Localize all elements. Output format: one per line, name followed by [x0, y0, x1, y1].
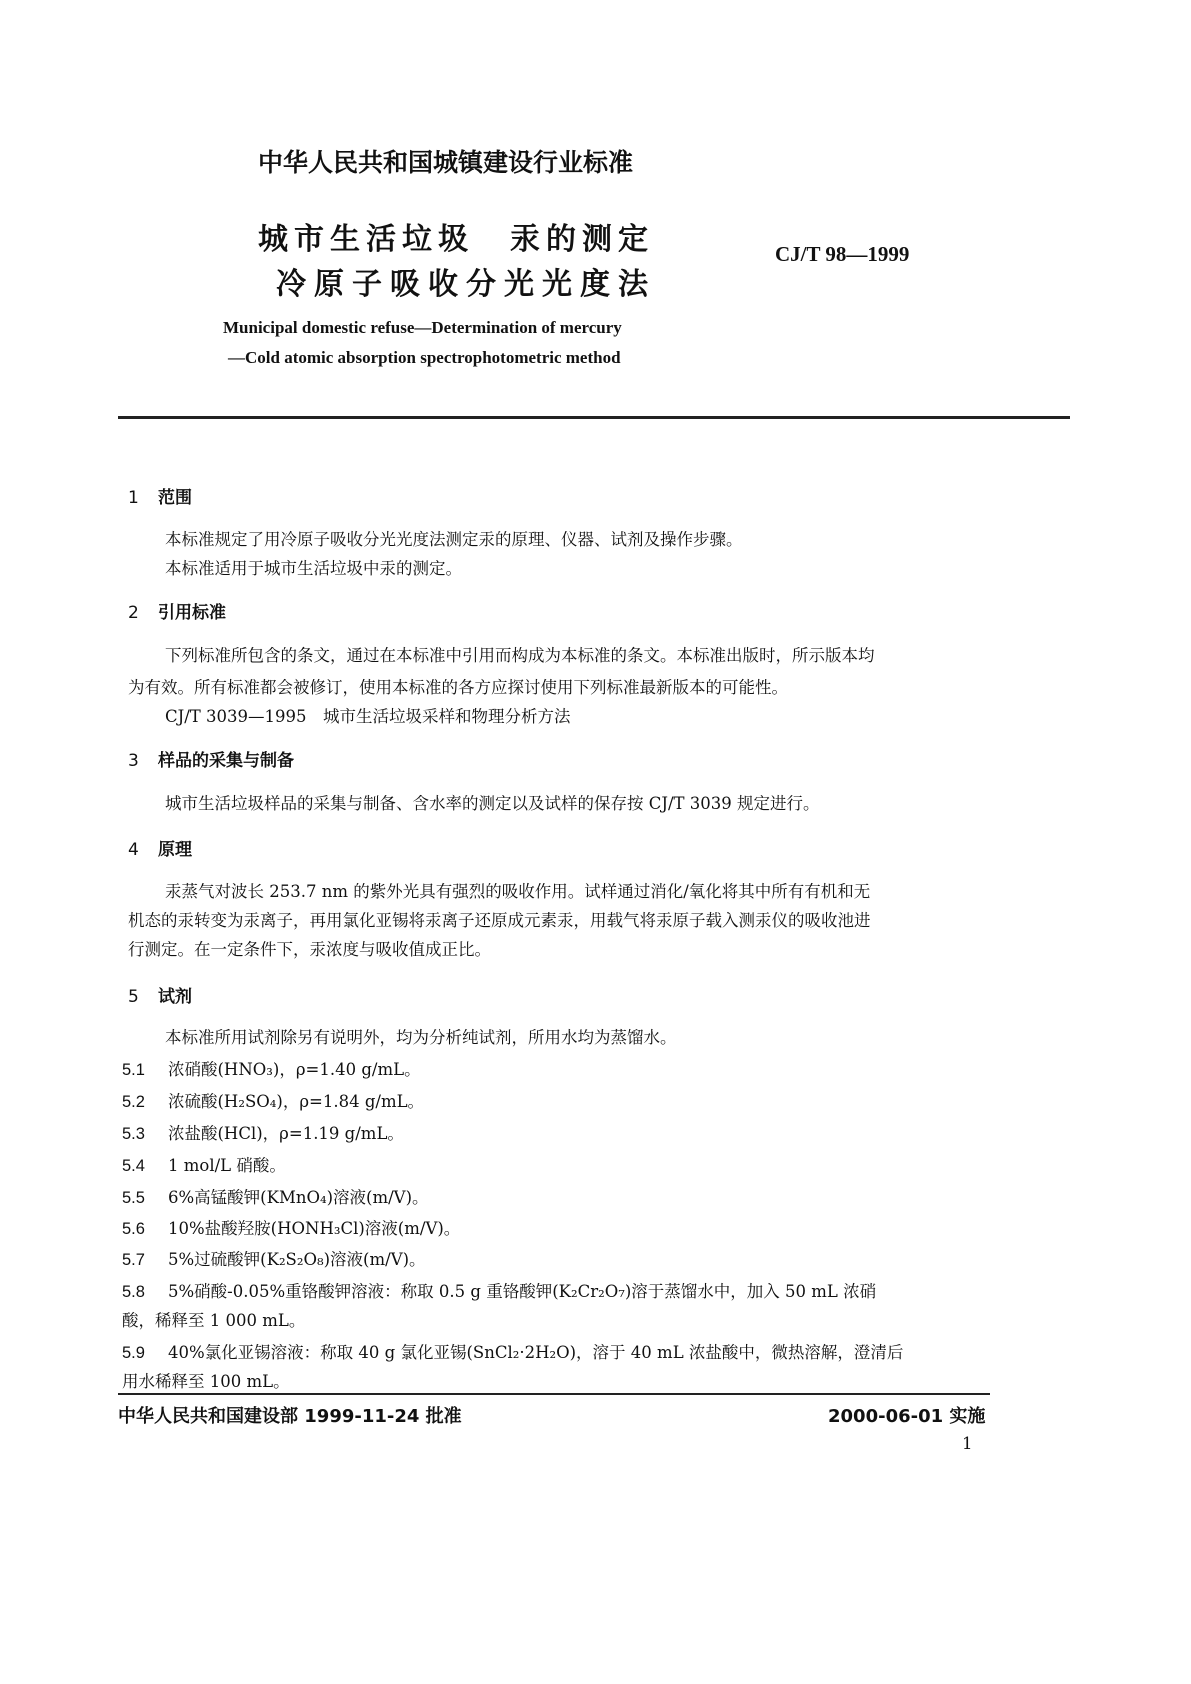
section-heading: 5 试剂: [128, 987, 192, 1007]
reagent-item: 5.4 1 mol/L 硝酸。: [122, 1156, 286, 1175]
reagent-item: 5.8 5%硝酸-0.05%重铬酸钾溶液：称取 0.5 g 重铬酸钾(K₂Cr₂O₇)溶于蒸馏水中，加入 50 mL 浓硝: [122, 1282, 877, 1301]
paragraph: 城市生活垃圾样品的采集与制备、含水率的测定以及试样的保存按 CJ/T 3039 规定进行。: [165, 794, 820, 813]
implementation-date: 2000-06-01 实施: [828, 1406, 986, 1427]
page-number: 1: [962, 1434, 973, 1453]
section-heading: 4 原理: [128, 840, 192, 860]
reagent-item: 5.9 40%氯化亚锡溶液：称取 40 g 氯化亚锡(SnCl₂·2H₂O)，溶于 40 mL 浓盐酸中，微热溶解，澄清后: [122, 1343, 904, 1362]
reagent-item: 5.7 5%过硫酸钾(K₂S₂O₈)溶液(m/V)。: [122, 1250, 426, 1269]
paragraph: 本标准所用试剂除另有说明外，均为分析纯试剂，所用水均为蒸馏水。: [165, 1028, 677, 1047]
reagent-item-continued: 酸，稀释至 1 000 mL。: [122, 1311, 306, 1330]
issuing-organization: 中华人民共和国城镇建设行业标准: [258, 148, 634, 177]
header-rule: [118, 416, 1070, 419]
reagent-item: 5.6 10%盐酸羟胺(HONH₃Cl)溶液(m/V)。: [122, 1219, 461, 1238]
section-heading: 2 引用标准: [128, 603, 226, 623]
title-line-1: 城市生活垃圾 汞的测定: [258, 222, 654, 257]
reagent-item: 5.2 浓硫酸(H₂SO₄)，ρ=1.84 g/mL。: [122, 1092, 425, 1111]
section-heading: 1 范围: [128, 488, 192, 508]
paragraph: 汞蒸气对波长 253.7 nm 的紫外光具有强烈的吸收作用。试样通过消化/氧化将其中所有有机和无: [165, 882, 871, 901]
footer-rule: [118, 1393, 990, 1395]
reagent-item-continued: 用水稀释至 100 mL。: [122, 1372, 290, 1391]
paragraph: 下列标准所包含的条文，通过在本标准中引用而构成为本标准的条文。本标准出版时，所示版本均: [165, 646, 875, 665]
english-title-line-2: —Cold atomic absorption spectrophotometric method: [228, 348, 621, 367]
paragraph: 本标准适用于城市生活垃圾中汞的测定。: [165, 559, 462, 578]
paragraph: 本标准规定了用冷原子吸收分光光度法测定汞的原理、仪器、试剂及操作步骤。: [165, 530, 743, 549]
title-line-2: 冷原子吸收分光光度法: [276, 267, 656, 302]
paragraph: 机态的汞转变为汞离子，再用氯化亚锡将汞离子还原成元素汞，用载气将汞原子载入测汞仪的吸收池进: [128, 911, 871, 930]
standard-code: CJ/T 98—1999: [775, 242, 910, 266]
paragraph: 为有效。所有标准都会被修订，使用本标准的各方应探讨使用下列标准最新版本的可能性。: [128, 678, 788, 697]
reagent-item: 5.5 6%高锰酸钾(KMnO₄)溶液(m/V)。: [122, 1188, 429, 1207]
referenced-standard: CJ/T 3039—1995 城市生活垃圾采样和物理分析方法: [165, 707, 571, 726]
reagent-item: 5.1 浓硝酸(HNO₃)，ρ=1.40 g/mL。: [122, 1060, 421, 1079]
reagent-item: 5.3 浓盐酸(HCl)，ρ=1.19 g/mL。: [122, 1124, 404, 1143]
section-heading: 3 样品的采集与制备: [128, 751, 294, 771]
english-title-line-1: Municipal domestic refuse—Determination of mercury: [223, 318, 622, 337]
paragraph: 行测定。在一定条件下，汞浓度与吸收值成正比。: [128, 940, 491, 959]
approval-date: 中华人民共和国建设部 1999-11-24 批准: [118, 1406, 462, 1427]
